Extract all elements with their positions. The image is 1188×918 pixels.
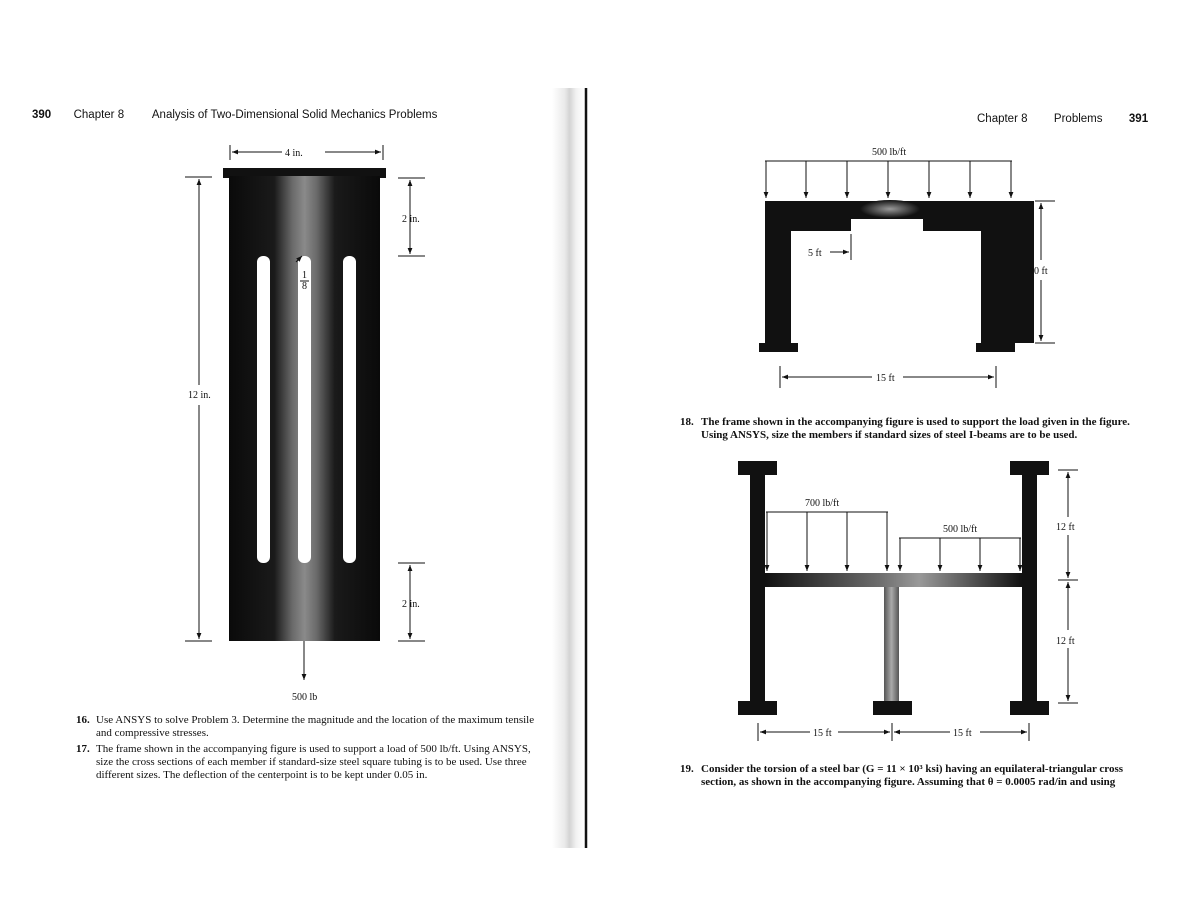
left-page-number: 390 [32,109,52,121]
problem-17-text: The frame shown in the accompanying figure is used to support a load of 500 lb/ft. Using ANSYS, size the cross sections of each member if standard-size steel square tubing is to be used. Use three different sizes. The deflection of the centerpoint is to be kept under 0.05 in. [96,743,531,781]
dim-height-label: 12 in. [188,390,211,401]
fig2-left-column [750,461,765,701]
problem-19-line2: section, as shown in the accompanying figure. Assuming that θ = 0.0005 rad/in and using [701,776,1116,788]
fig2-right-column [1022,461,1037,701]
fig2-left-base [738,701,777,715]
problem-19 [680,763,1160,789]
fig2-center-base [873,701,912,715]
fig2-dim-upper: 12 ft [1056,522,1075,533]
right-page-number: 391 [1128,113,1149,125]
right-section: Problems [1053,113,1103,125]
dim-bottom-label: 2 in. [402,599,420,610]
left-chapter: Chapter 8 [73,109,125,121]
problem-16-text: Use ANSYS to solve Problem 3. Determine the magnitude and the location of the maximum tensile and compressive stresses. [96,714,535,739]
fig2-beam [765,573,1022,587]
left-title: Analysis of Two-Dimensional Solid Mechanics Problems [151,109,438,121]
fig2-span-right: 15 ft [953,728,972,739]
problem-16-number: 16. [76,714,90,726]
fig1-dim-span: 15 ft [876,373,895,384]
problem-18-number: 18. [680,416,694,428]
fig2-center-column [884,587,899,701]
problem-19-line1: Consider the torsion of a steel bar (G = 11 × 10³ ksi) having an equilateral-triangular cross [701,763,1124,775]
fig2-span-left: 15 ft [813,728,832,739]
fig2-dim-lower: 12 ft [1056,636,1075,647]
problem-17-number: 17. [76,743,90,755]
hole-frac-den: 8 [302,281,307,292]
fig1-load-label: 500 lb/ft [872,147,907,158]
dim-top-label: 2 in. [402,214,420,225]
fig1-dim-height: 10 ft [1029,266,1048,277]
problem-19-number: 19. [680,763,694,775]
fig1-dim-step: 5 ft [808,248,822,259]
problem-18-text: The frame shown in the accompanying figure is used to support the load given in the figure. Using ANSYS, size the members if standard sizes of steel I-beams are to be used. [701,416,1130,441]
fig2-load-left: 700 lb/ft [805,498,840,509]
fig2-right-base [1010,701,1049,715]
load-label: 500 lb [292,692,318,703]
right-chapter: Chapter 8 [977,113,1028,125]
fig2-load-right: 500 lb/ft [943,524,978,535]
dim-width-label: 4 in. [285,148,303,159]
hole-frac-num: 1 [302,270,307,281]
